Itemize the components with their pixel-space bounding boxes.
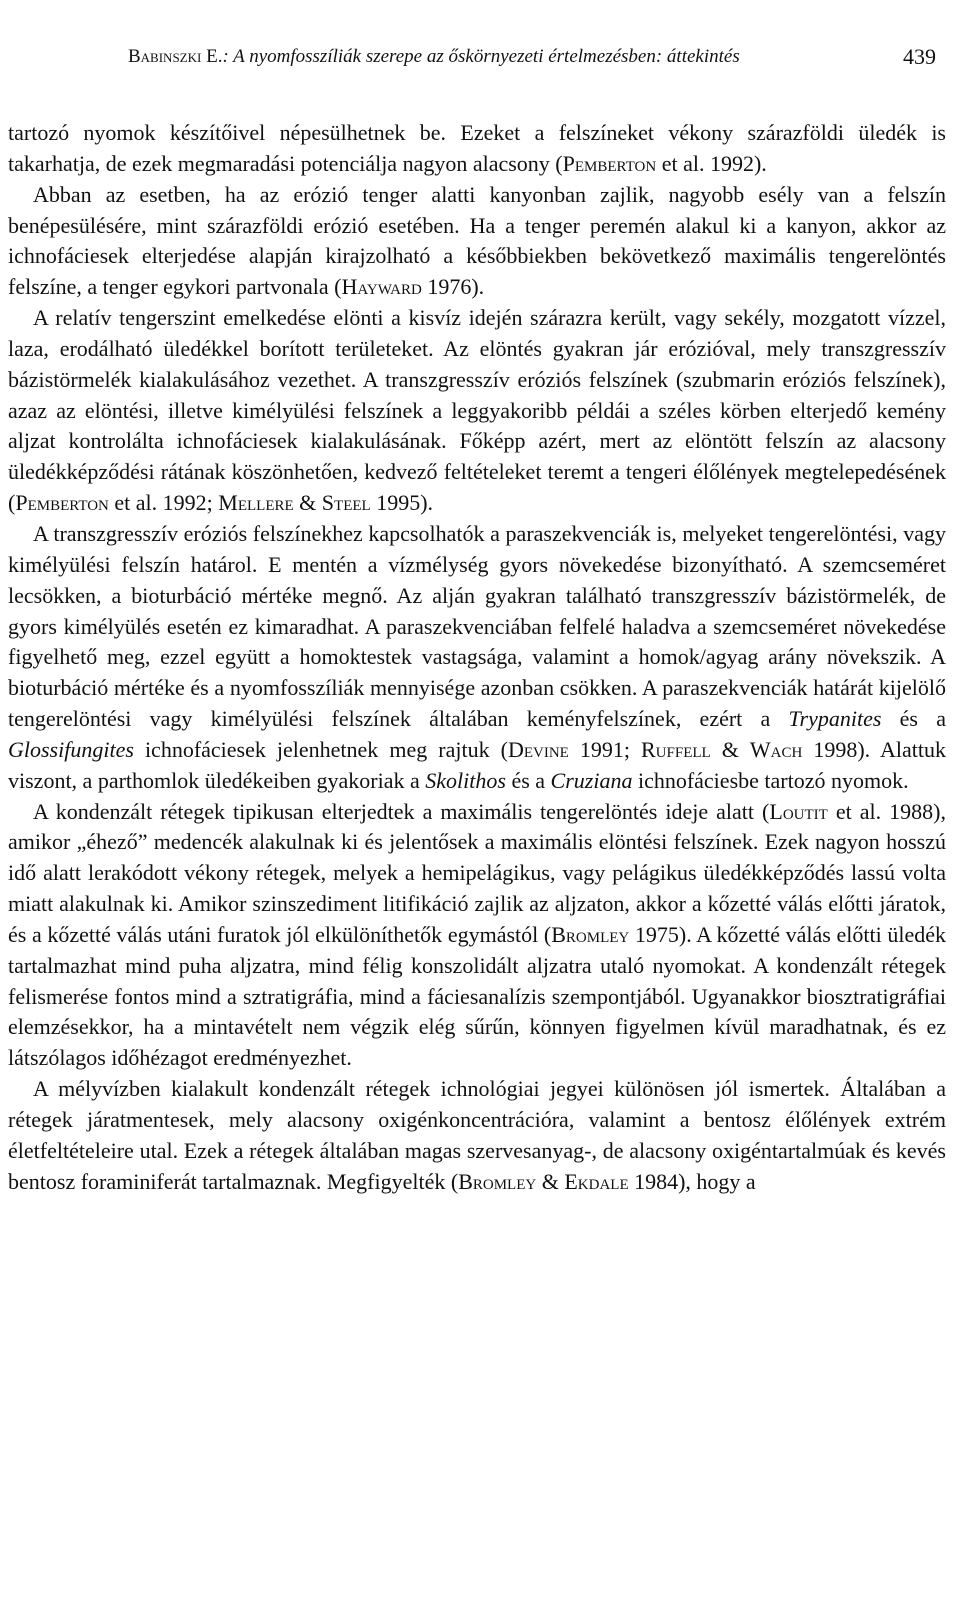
author-citation: Steel xyxy=(321,490,371,516)
paragraph xyxy=(8,180,946,303)
text-run: A kondenzált rétegek tipikusan elterjedtek a maximális tengerelöntés ideje alatt ( xyxy=(33,798,770,824)
text-run: ichnofáciesek jelenhetnek meg rajtuk ( xyxy=(133,736,508,762)
text-run: Abban az esetben, ha az erózió tenger alatti kanyonban zajlik, nagyobb esély van a felszín benépesülésére, mint szárazföldi erózió esetében. Ha a tenger peremén alakul ki a kanyon, akkor az ichnofáciesek elterjedése alapján kirajzolható a későbbiekben bekövetkező maximális tengerelöntés felszíne, a tenger egykori partvonala ( xyxy=(8,181,946,300)
paragraph xyxy=(8,1074,946,1197)
text-run: et al. 1992; xyxy=(108,490,219,516)
text-run: 1998). Alattuk viszont, a parthomlok üledékeiben gyakoriak a xyxy=(8,736,946,793)
author-citation: Mellere xyxy=(218,490,294,516)
text-run: 1976). xyxy=(421,274,485,300)
taxon-name: Trypanites xyxy=(788,706,882,732)
author-citation: Pemberton xyxy=(562,150,657,176)
header-authors: Babinszki E. xyxy=(128,46,223,67)
text-run: ichnofáciesbe tartozó nyomok. xyxy=(632,767,909,793)
text-run: A relatív tengerszint emelkedése elönti a kisvíz idején szárazra került, vagy sekély, mozgatott vízzel, laza, erodálható üledékkel borított területeket. Az elöntés gyakran jár erózióval, mely transzgresszív bázistörmelék kialakulásához vezethet. A transzgresszív eróziós felszínek (szubmarin eróziós felszínek), azaz az elöntési, illetve kimélyülési felszínek a leggyakoribb példái a széles körben elterjedő kemény aljzat kontrolálta ichnofáciesek kialakulásának. Főképp azért, mert az elöntött felszín az alacsony üledékképződési rátának köszönhetően, kedvező feltételeket teremt a tengeri élőlények megtelepedésének ( xyxy=(8,305,946,516)
taxon-name: Skolithos xyxy=(425,767,506,793)
text-run: & xyxy=(536,1168,565,1194)
text-run: et al. 1992). xyxy=(656,150,767,176)
author-citation: Wach xyxy=(749,736,803,762)
paragraph xyxy=(8,797,946,1075)
header-title: : A nyomfosszíliák szerepe az őskörnyezeti értelmezésben: áttekintés xyxy=(222,46,740,67)
text-run: 1975). A kőzetté válás előtti üledék tartalmazhat mind puha aljzatra, mind félig konszolidált aljzatra utaló nyomokat. A kondenzált rétegek felismerése fontos mind a sztratigráfia, mind a fáciesanalízis szempontjából. Ugyanakkor biosztratigráfiai elemzésekkor, ha a mintavételt nem végzik elég sűrűn, könnyen figyelmen kívül maradhatnak, és ez látszólagos időhézagot eredményezhet. xyxy=(8,921,946,1071)
paragraph xyxy=(8,519,946,797)
author-citation: Ruffell xyxy=(641,736,711,762)
text-run: et al. 1988), amikor „éhező” medencék alakulnak ki és jelentősek a maximális elöntési felszínek. Ezek nagyon hosszú idő alatt lerakódott vékony rétegek, melyek a hemipelágikus, vagy pelágikus üledékképződés lassú volta miatt alakulnak ki. Amikor szinszediment litifikáció zajlik az aljzaton, akkor a kőzetté válás előtti járatok, és a kőzetté válás utáni furatok jól elkülöníthetők egymástól ( xyxy=(8,798,946,947)
page-number: 439 xyxy=(903,44,936,69)
author-citation: Bromley xyxy=(458,1168,537,1194)
author-citation: Ekdale xyxy=(564,1168,629,1194)
taxon-name: Cruziana xyxy=(550,767,633,793)
text-run: és a xyxy=(881,706,946,732)
author-citation: Bromley xyxy=(551,921,630,947)
text-run: 1995). xyxy=(370,490,434,516)
author-citation: Hayward xyxy=(341,274,422,300)
text-run: A mélyvízben kialakult kondenzált rétegek ichnológiai jegyei különösen jól ismertek. Általában a rétegek járatmentesek, mely alacsony oxigénkoncentrációra, valamint a bentosz élőlények extrém életfeltételeire utal. Ezek a rétegek általában magas szervesanyag-, de alacsony oxigéntartalmúak és kevés bentosz foraminiferát tartalmaznak. Megfigyelték ( xyxy=(8,1076,946,1194)
text-run: A transzgresszív eróziós felszínekhez kapcsolhatók a paraszekvenciák is, melyeket tengerelöntési, vagy kimélyülési felszín határol. E mentén a vízmélység gyors növekedése bizonyítható. A szemcseméret lecsökken, a bioturbáció mértéke megnő. Az alján gyakran található transzgresszív bázistörmelék, de gyors kimélyülés esetén ez kimaradhat. A paraszekvenciában felfelé haladva a szemcseméret növekedése figyelhető meg, ezzel együtt a homoktestek vastagsága, valamint a homok/agyag arány növekszik. A bioturbáció mértéke és a nyomfosszíliák mennyisége azonban csökken. A paraszekvenciák határát kijelölő tengerelöntési vagy kimélyülési felszínek általában keményfelszínek, ezért a xyxy=(8,520,946,732)
author-citation: Devine xyxy=(507,736,569,762)
text-run: tartozó nyomok készítőivel népesülhetnek be. Ezeket a felszíneket vékony szárazföldi üledék is takarhatja, de ezek megmaradási potenciálja nagyon alacsony ( xyxy=(8,120,946,176)
paragraph xyxy=(8,118,946,180)
text-run: 1991; xyxy=(568,736,641,762)
running-header xyxy=(128,40,946,74)
author-citation: Pemberton xyxy=(15,490,109,516)
text-run: 1984), hogy a xyxy=(628,1168,756,1194)
text-run: & xyxy=(710,736,750,762)
body-text xyxy=(8,118,946,1198)
text-run: & xyxy=(293,490,322,516)
paragraph xyxy=(8,303,946,519)
taxon-name: Glossifungites xyxy=(8,736,134,762)
author-citation: Loutit xyxy=(769,798,828,824)
text-run: és a xyxy=(505,767,551,793)
